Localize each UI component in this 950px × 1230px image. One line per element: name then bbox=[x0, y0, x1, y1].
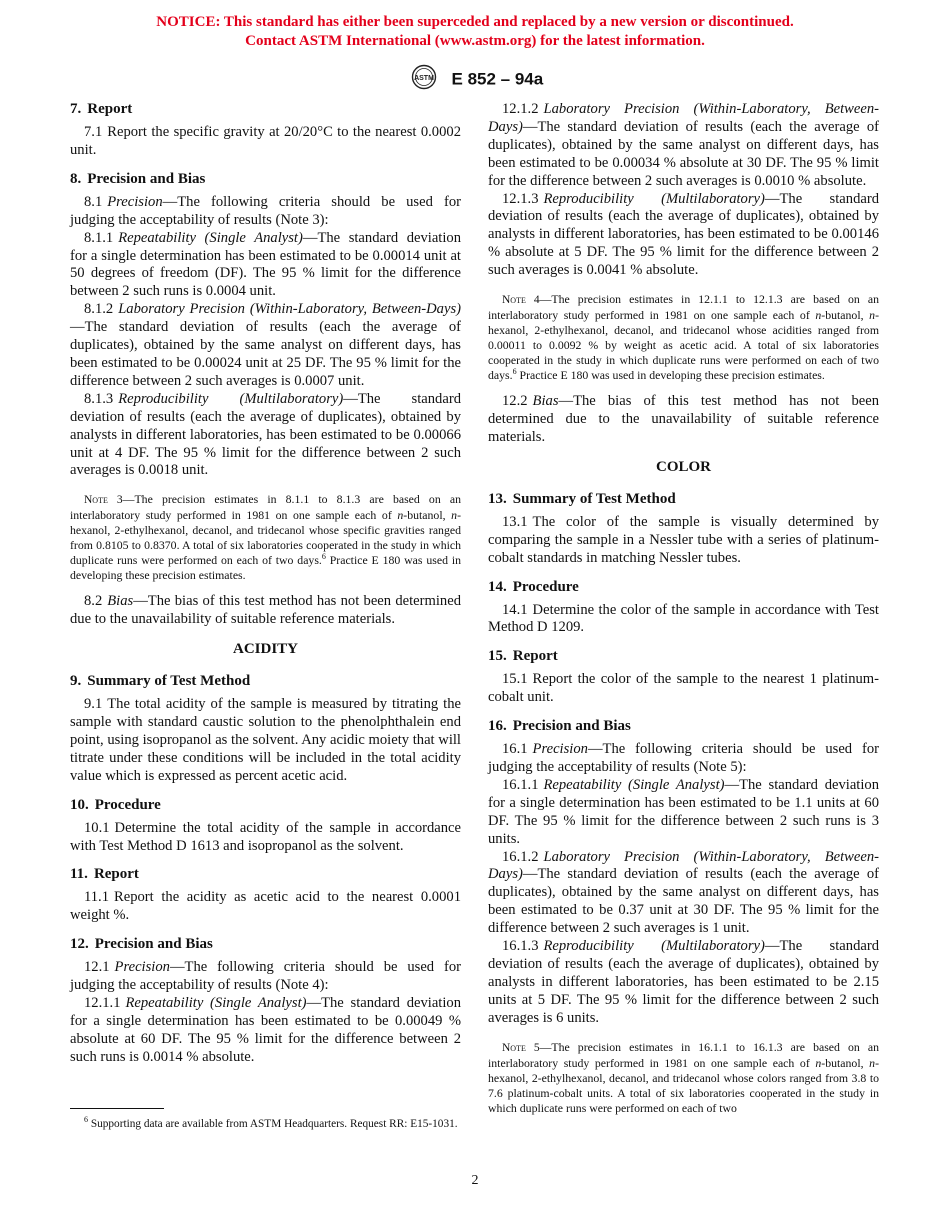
paragraph-13-1: 13.1 The color of the sample is visually determined by comparing the sample in a Nessler tube with a series of platinum-cobalt standards in matching Nessler tubes. bbox=[488, 513, 879, 566]
standard-designation: E 852 – 94a bbox=[451, 69, 544, 89]
paragraph-12-1-3: 12.1.3 Reproducibility (Multilaboratory)—The standard deviation of results (each the average of duplicates), obtained by analysts in different laboratories, has been estimated to be 0.00146 % absolute at 5 DF. The 95 % limit for the difference between 2 such averages is 0.0041 % absolute. bbox=[488, 190, 879, 279]
footnote-divider bbox=[70, 1108, 164, 1109]
section-heading: 10. Procedure bbox=[70, 796, 161, 813]
left-column bbox=[70, 97, 461, 1067]
section-heading: 8. Precision and Bias bbox=[70, 170, 206, 187]
document-header bbox=[0, 64, 950, 95]
paragraph-9-1: 9.1 The total acidity of the sample is measured by titrating the sample with standard caustic solution to the phenolphthalein end point, using isopropanol as the solvent. Any acidic moiety that will titrate under these conditions will be included in the total acidity value which is expressed as percent acetic acid. bbox=[70, 696, 461, 784]
paragraph-12-1-1: 12.1.1 Repeatability (Single Analyst)—The standard deviation for a single determination has been estimated to be 0.00049 % absolute at 60 DF. The 95 % limit for the difference between 2 such runs is 0.0014 % absolute. bbox=[70, 995, 461, 1065]
page-number: 2 bbox=[471, 1173, 479, 1188]
paragraph-16-1-1: 16.1.1 Repeatability (Single Analyst)—The standard deviation for a single determination has been estimated to be 1.1 units at 60 DF. The 95 % limit for the difference between 2 such runs is 3 units. bbox=[488, 776, 879, 847]
notice-line-2: Contact ASTM International (www.astm.org) for the latest information. bbox=[245, 33, 705, 49]
section-heading: 13. Summary of Test Method bbox=[488, 490, 676, 507]
notice-banner bbox=[0, 13, 950, 51]
paragraph-16-1-3: 16.1.3 Reproducibility (Multilaboratory)—The standard deviation of results (each the average of duplicates), obtained by analysts in different laboratories, has been estimated to be 2.15 units at 5 DF. The 95 % limit for the difference between 2 such averages is 6 units. bbox=[488, 938, 879, 1026]
note-4: Note 4—The precision estimates in 12.1.1 to 12.1.3 are based on an interlaboratory study performed in 1981 on one sample each of n-butanol, n-hexanol, 2-ethylhexanol, decanol, and tridecanol whose acidities ranged from 0.00011 to 0.0092 % by weight as acetic acid. A total of six laboratories cooperated in the study in which duplicate runs were performed on each of two days.$^6$ Practice E 180 was used in developing these precision estimates. bbox=[488, 292, 880, 383]
paragraph-12-1: 12.1 Precision—The following criteria should be used for judging the acceptability of results (Note 4): bbox=[70, 959, 461, 994]
paragraph-8-1-1: 8.1.1 Repeatability (Single Analyst)—The standard deviation for a single determination has been estimated to be 0.00014 unit at 50 degrees of freedom (DF). The 95 % limit for the difference between 2 such runs is 0.0004 unit. bbox=[70, 229, 462, 300]
paragraph-15-1: 15.1 Report the color of the sample to the nearest 1 platinum-cobalt unit. bbox=[488, 671, 879, 706]
section-heading: 15. Report bbox=[488, 648, 558, 665]
paragraph-16-1: 16.1 Precision—The following criteria should be used for judging the acceptability of results (Note 5): bbox=[488, 741, 879, 776]
note-3: Note 3—The precision estimates in 8.1.1 to 8.1.3 are based on an interlaboratory study performed in 1981 on one sample each of n-butanol, n-hexanol, 2-ethylhexanol, decanol, and tridecanol whose specific gravities ranged from 0.8105 to 0.8370. A total of six laboratories cooperated in the study in which duplicate runs were performed on each of two days.$^6$ Practice E 180 was used in developing these precision estimates. bbox=[70, 492, 462, 583]
paragraph-11-1: 11.1 Report the acidity as acetic acid to the nearest 0.0001 weight %. bbox=[70, 889, 461, 924]
paragraph-7-1: 7.1 Report the specific gravity at 20/20°C to the nearest 0.0002 unit. bbox=[70, 124, 461, 158]
section-heading: 12. Precision and Bias bbox=[70, 936, 213, 953]
paragraph-8-1-3: 8.1.3 Reproducibility (Multilaboratory)—The standard deviation of results (each the average of duplicates), obtained by analysts in different laboratories, has been estimated to be 0.00066 unit at 4 DF. The 95 % limit for the difference between 2 such averages is 0.0018 unit. bbox=[70, 390, 461, 479]
right-column bbox=[488, 97, 879, 1126]
section-heading: 16. Precision and Bias bbox=[488, 718, 631, 735]
paragraph-8-1: 8.1 Precision—The following criteria should be used for judging the acceptability of results (Note 3): bbox=[70, 193, 461, 228]
astm-logo-icon bbox=[407, 64, 441, 95]
note-5: Note 5—The precision estimates in 16.1.1 to 16.1.3 are based on an interlaboratory study performed in 1981 on one sample each of n-butanol, n-hexanol, 2-ethylhexanol, decanol, and tridecanol whose colors ranged from 3.8 to 7.6 platinum-cobalt units. A total of six laboratories cooperated in the study in which duplicate runs were performed on each of two bbox=[488, 1039, 880, 1115]
paragraph-8-1-2: 8.1.2 Laboratory Precision (Within-Laboratory, Between-Days)—The standard deviation of results (each the average of duplicates), obtained by the same analyst on different days, has been estimated to be 0.00024 unit at 25 DF. The 95 % limit for the difference between 2 such averages is 0.0007 unit. bbox=[70, 301, 461, 389]
color-heading: COLOR bbox=[655, 458, 711, 475]
section-heading: 7. Report bbox=[70, 101, 133, 117]
paragraph-12-2: 12.2 Bias—The bias of this test method has not been determined due to the unavailability of suitable reference materials. bbox=[488, 393, 879, 445]
section-heading: 14. Procedure bbox=[488, 578, 579, 595]
section-heading: 9. Summary of Test Method bbox=[70, 673, 251, 690]
paragraph-10-1: 10.1 Determine the total acidity of the sample in accordance with Test Method D 1613 and isopropanol as the solvent. bbox=[70, 819, 461, 854]
section-heading: 11. Report bbox=[70, 866, 139, 883]
paragraph-12-1-2: 12.1.2 Laboratory Precision (Within-Laboratory, Between-Days)—The standard deviation of results (each the average of duplicates), obtained by the same analyst on different days, has been estimated to be 0.00034 % absolute at 30 DF. The 95 % limit for the difference between 2 such averages is 0.0010 % absolute. bbox=[488, 101, 879, 189]
notice-line-1: NOTICE: This standard has either been superceded and replaced by a new version or discontinued. bbox=[156, 14, 794, 30]
footnote-6: $^6$ Supporting data are available from ASTM Headquarters. Request RR: E15-1031. bbox=[84, 1115, 458, 1130]
acidity-heading: ACIDITY bbox=[232, 641, 298, 658]
paragraph-16-1-2: 16.1.2 Laboratory Precision (Within-Laboratory, Between-Days)—The standard deviation of results (each the average of duplicates), obtained by the same analyst on different days, has been estimated to be 0.37 unit at 30 DF. The 95 % limit for the difference between 2 such averages is 1 unit. bbox=[488, 848, 879, 937]
astm-logo-text: ASTM bbox=[413, 75, 434, 82]
paragraph-8-2: 8.2 Bias—The bias of this test method has not been determined due to the unavailability of suitable reference materials. bbox=[70, 593, 461, 628]
paragraph-14-1: 14.1 Determine the color of the sample in accordance with Test Method D 1209. bbox=[488, 601, 879, 636]
